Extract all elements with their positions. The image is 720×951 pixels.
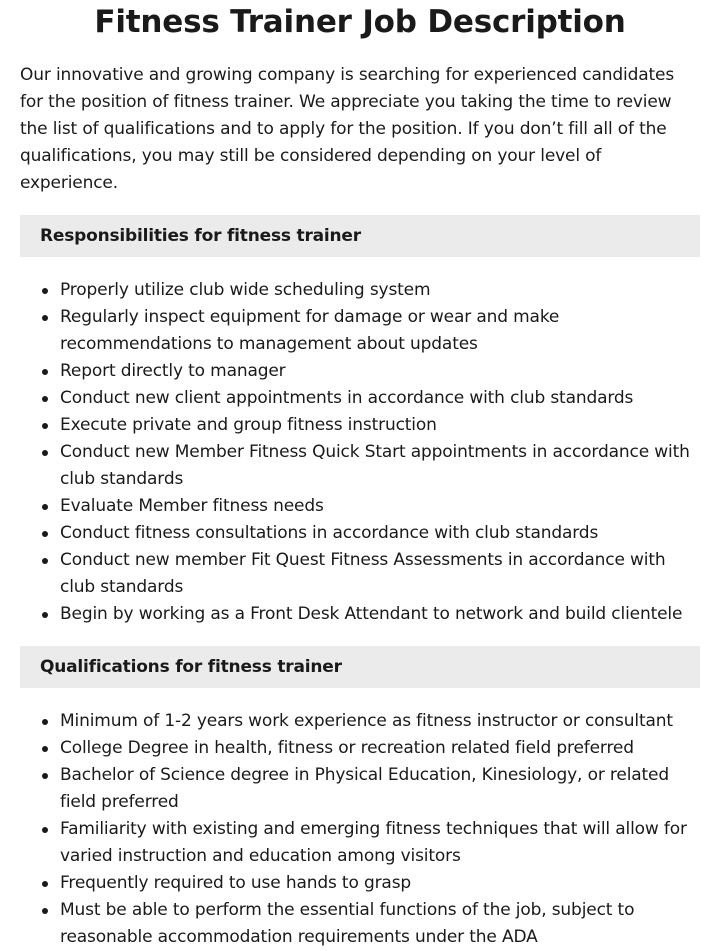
responsibilities-list xyxy=(20,277,700,628)
list-item: Properly utilize club wide scheduling system xyxy=(60,277,700,304)
list-item: Must be able to perform the essential functions of the job, subject to reasonable accommodation requirements under the ADA xyxy=(60,897,700,951)
list-item: Execute private and group fitness instruction xyxy=(60,412,700,439)
list-item: Regularly inspect equipment for damage or wear and make recommendations to management about updates xyxy=(60,304,700,358)
list-item: Minimum of 1-2 years work experience as fitness instructor or consultant xyxy=(60,708,700,735)
list-item: Conduct new client appointments in accordance with club standards xyxy=(60,385,700,412)
list-item: Report directly to manager xyxy=(60,358,700,385)
list-item: Frequently required to use hands to grasp xyxy=(60,870,700,897)
list-item: Bachelor of Science degree in Physical Education, Kinesiology, or related field preferred xyxy=(60,762,700,816)
page-title: Fitness Trainer Job Description xyxy=(94,4,626,40)
qualifications-list xyxy=(20,708,700,951)
list-item: Conduct new Member Fitness Quick Start appointments in accordance with club standards xyxy=(60,439,700,493)
list-item: Conduct new member Fit Quest Fitness Assessments in accordance with club standards xyxy=(60,547,700,601)
qualifications-heading: Qualifications for fitness trainer xyxy=(20,646,700,688)
list-item: Begin by working as a Front Desk Attendant to network and build clientele xyxy=(60,601,700,628)
responsibilities-heading: Responsibilities for fitness trainer xyxy=(20,215,700,257)
list-item: Familiarity with existing and emerging fitness techniques that will allow for varied instruction and education among visitors xyxy=(60,816,700,870)
intro-paragraph: Our innovative and growing company is searching for experienced candidates for the position of fitness trainer. We appreciate you taking the time to review the list of qualifications and to apply for the position. If you don’t fill all of the qualifications, you may still be considered depending on your level of experience. xyxy=(20,65,675,193)
list-item: Conduct fitness consultations in accordance with club standards xyxy=(60,520,700,547)
list-item: Evaluate Member fitness needs xyxy=(60,493,700,520)
list-item: College Degree in health, fitness or recreation related field preferred xyxy=(60,735,700,762)
